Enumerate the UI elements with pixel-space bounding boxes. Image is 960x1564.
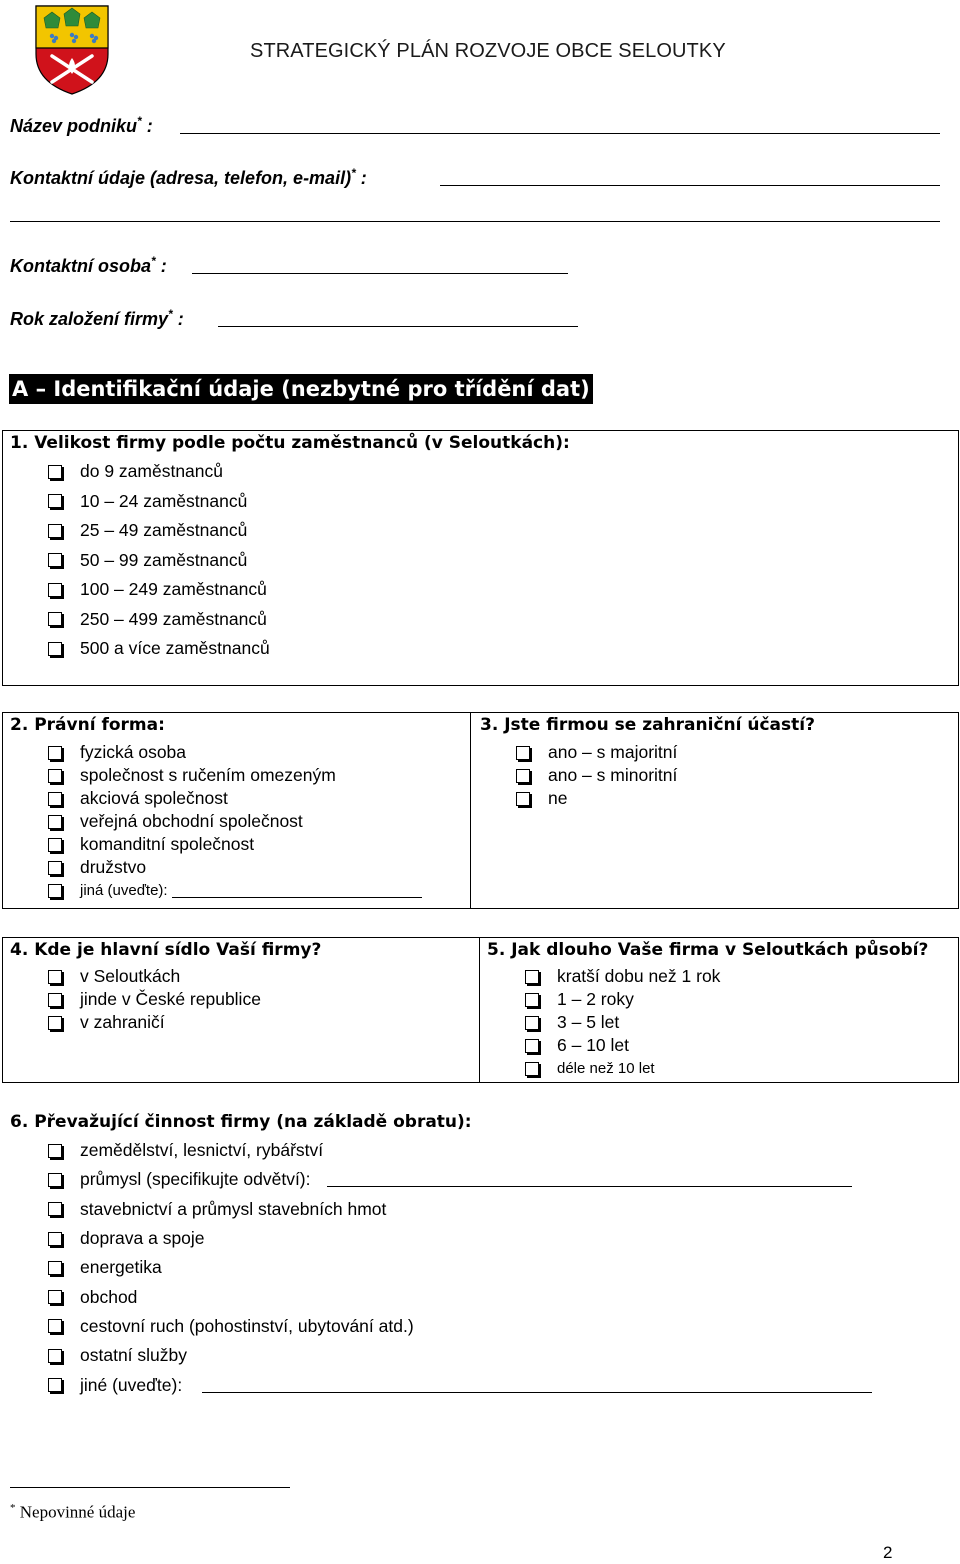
- option-label: ne: [548, 788, 568, 808]
- checkbox-icon[interactable]: [48, 1144, 62, 1158]
- q1-option[interactable]: [48, 457, 270, 487]
- q6-option[interactable]: [48, 1370, 872, 1399]
- checkbox-icon[interactable]: [48, 884, 62, 898]
- checkbox-icon[interactable]: [48, 1319, 62, 1333]
- option-label: déle než 10 let: [557, 1060, 655, 1077]
- checkbox-icon[interactable]: [516, 746, 530, 760]
- label-colon: :: [355, 168, 367, 188]
- q4-option[interactable]: [48, 965, 261, 988]
- contact-label-text: Kontaktní údaje (adresa, telefon, e-mail): [10, 168, 352, 188]
- contact-person-field[interactable]: [192, 273, 568, 274]
- q3-option[interactable]: [516, 741, 677, 764]
- checkbox-icon[interactable]: [48, 494, 62, 508]
- checkbox-icon[interactable]: [48, 1016, 62, 1030]
- option-label: 1 – 2 roky: [557, 989, 634, 1009]
- option-label: cestovní ruch (pohostinství, ubytování atd.): [80, 1315, 414, 1336]
- q4-option[interactable]: [48, 1011, 261, 1034]
- checkbox-icon[interactable]: [48, 838, 62, 852]
- checkbox-icon[interactable]: [525, 970, 539, 984]
- option-label: 100 – 249 zaměstnanců: [80, 579, 267, 600]
- q2-option[interactable]: [48, 833, 422, 856]
- option-label: komanditní společnost: [80, 834, 255, 854]
- company-name-field[interactable]: [180, 133, 940, 134]
- founded-label: [10, 307, 184, 330]
- q1-options: [48, 457, 270, 664]
- checkbox-icon[interactable]: [48, 1261, 62, 1275]
- option-label: stavebnictví a průmysl stavebních hmot: [80, 1198, 387, 1219]
- q5-options: [525, 965, 720, 1080]
- option-label: kratší dobu než 1 rok: [557, 966, 721, 986]
- q1-title: 1. Velikost firmy podle počtu zaměstnanců (v Seloutkách):: [10, 433, 570, 453]
- checkbox-icon[interactable]: [48, 465, 62, 479]
- other-legal-form-field[interactable]: [172, 883, 422, 898]
- option-label: ano – s majoritní: [548, 742, 678, 762]
- option-label: společnost s ručením omezeným: [80, 765, 336, 785]
- checkbox-icon[interactable]: [48, 792, 62, 806]
- required-mark: *: [137, 114, 142, 128]
- label-colon: :: [141, 116, 153, 136]
- q1-option[interactable]: [48, 605, 270, 635]
- checkbox-icon[interactable]: [525, 993, 539, 1007]
- option-label: energetika: [80, 1257, 162, 1278]
- contact-field-line-2[interactable]: [10, 221, 940, 222]
- checkbox-icon[interactable]: [48, 583, 62, 597]
- contact-person-label: [10, 254, 167, 277]
- checkbox-icon[interactable]: [48, 1202, 62, 1216]
- option-label: do 9 zaměstnanců: [80, 461, 224, 482]
- footnote: [10, 1502, 135, 1523]
- q1-option[interactable]: [48, 575, 270, 605]
- checkbox-icon[interactable]: [48, 553, 62, 567]
- q6-options: [48, 1136, 872, 1400]
- checkbox-icon[interactable]: [48, 970, 62, 984]
- industry-specify-field[interactable]: [327, 1172, 852, 1187]
- option-label: jiné (uveďte):: [80, 1374, 183, 1395]
- q1-option[interactable]: [48, 546, 270, 576]
- checkbox-icon[interactable]: [525, 1062, 539, 1076]
- q4-options: [48, 965, 261, 1034]
- option-label: 500 a více zaměstnanců: [80, 638, 270, 659]
- option-label: zemědělství, lesnictví, rybářství: [80, 1140, 324, 1161]
- q2-option[interactable]: [48, 879, 422, 902]
- q6-option[interactable]: [48, 1253, 872, 1282]
- option-label: obchod: [80, 1286, 138, 1307]
- checkbox-icon[interactable]: [48, 642, 62, 656]
- q3-option[interactable]: [516, 787, 677, 810]
- checkbox-icon[interactable]: [48, 1173, 62, 1187]
- option-label: 250 – 499 zaměstnanců: [80, 608, 267, 629]
- column-divider: [479, 937, 480, 1083]
- checkbox-icon[interactable]: [48, 612, 62, 626]
- q2-title: 2. Právní forma:: [10, 715, 165, 735]
- label-colon: :: [155, 256, 167, 276]
- q5-option[interactable]: [525, 1011, 720, 1034]
- other-activity-field[interactable]: [202, 1378, 872, 1393]
- q4-title: 4. Kde je hlavní sídlo Vaší firmy?: [10, 940, 322, 960]
- page-number: 2: [883, 1543, 893, 1562]
- checkbox-icon[interactable]: [48, 769, 62, 783]
- q5-option[interactable]: [525, 1057, 720, 1080]
- q6-option[interactable]: [48, 1312, 872, 1341]
- q2-option[interactable]: [48, 856, 422, 879]
- q3-title: 3. Jste firmou se zahraniční účastí?: [480, 715, 815, 735]
- option-label: 6 – 10 let: [557, 1035, 629, 1055]
- q6-option[interactable]: [48, 1136, 872, 1165]
- q6-title: 6. Převažující činnost firmy (na základě obratu):: [10, 1112, 472, 1132]
- contact-person-label-text: Kontaktní osoba: [10, 256, 152, 276]
- contact-label: [10, 166, 367, 189]
- q5-option[interactable]: [525, 965, 720, 988]
- q5-title: 5. Jak dlouho Vaše firma v Seloutkách působí?: [487, 940, 929, 960]
- q1-option[interactable]: [48, 487, 270, 517]
- option-label: průmysl (specifikujte odvětví):: [80, 1169, 311, 1190]
- option-label: doprava a spoje: [80, 1228, 205, 1249]
- option-label: ostatní služby: [80, 1345, 187, 1366]
- option-label: fyzická osoba: [80, 742, 187, 762]
- founded-label-text: Rok založení firmy: [10, 309, 169, 329]
- company-name-label-text: Název podniku: [10, 116, 138, 136]
- q6-option[interactable]: [48, 1282, 872, 1311]
- q1-option[interactable]: [48, 634, 270, 664]
- q5-option[interactable]: [525, 988, 720, 1011]
- company-name-label: [10, 114, 153, 137]
- checkbox-icon[interactable]: [516, 792, 530, 806]
- q3-options: [516, 741, 677, 810]
- option-label: ano – s minoritní: [548, 765, 678, 785]
- checkbox-icon[interactable]: [525, 1016, 539, 1030]
- option-label: 50 – 99 zaměstnanců: [80, 549, 248, 570]
- checkbox-icon[interactable]: [48, 524, 62, 538]
- q2-option[interactable]: [48, 810, 422, 833]
- checkbox-icon[interactable]: [516, 769, 530, 783]
- checkbox-icon[interactable]: [48, 993, 62, 1007]
- footnote-text: Nepovinné údaje: [15, 1502, 136, 1522]
- q4-option[interactable]: [48, 988, 261, 1011]
- checkbox-icon[interactable]: [525, 1039, 539, 1053]
- option-label: 10 – 24 zaměstnanců: [80, 490, 248, 511]
- contact-field[interactable]: [440, 185, 940, 186]
- checkbox-icon[interactable]: [48, 1349, 62, 1363]
- option-label: 25 – 49 zaměstnanců: [80, 520, 248, 541]
- q2-option[interactable]: [48, 741, 422, 764]
- required-mark: *: [351, 166, 356, 180]
- option-label: družstvo: [80, 857, 147, 877]
- q1-option[interactable]: [48, 516, 270, 546]
- q2-option[interactable]: [48, 764, 422, 787]
- checkbox-icon[interactable]: [48, 746, 62, 760]
- checkbox-icon[interactable]: [48, 1290, 62, 1304]
- checkbox-icon[interactable]: [48, 1378, 62, 1392]
- option-label: jinde v České republice: [80, 989, 261, 1009]
- required-mark: *: [168, 307, 173, 321]
- checkbox-icon[interactable]: [48, 815, 62, 829]
- q2-option[interactable]: [48, 787, 422, 810]
- required-mark: *: [151, 254, 156, 268]
- q6-option[interactable]: [48, 1224, 872, 1253]
- q6-option[interactable]: [48, 1165, 872, 1194]
- option-label: v Seloutkách: [80, 966, 181, 986]
- municipal-crest-logo: [34, 4, 110, 96]
- option-label: akciová společnost: [80, 788, 228, 808]
- founded-field[interactable]: [218, 326, 578, 327]
- q3-option[interactable]: [516, 764, 677, 787]
- option-label: v zahraničí: [80, 1012, 165, 1032]
- q6-option[interactable]: [48, 1195, 872, 1224]
- section-a-heading: A – Identifikační údaje (nezbytné pro třídění dat): [9, 374, 593, 404]
- option-label: veřejná obchodní společnost: [80, 811, 303, 831]
- checkbox-icon[interactable]: [48, 1232, 62, 1246]
- q2-options: [48, 741, 422, 902]
- footnote-separator: [10, 1487, 290, 1488]
- option-label: 3 – 5 let: [557, 1012, 620, 1032]
- document-title: STRATEGICKÝ PLÁN ROZVOJE OBCE SELOUTKY: [250, 40, 726, 62]
- option-label: jiná (uveďte):: [80, 882, 168, 899]
- column-divider: [470, 712, 471, 909]
- q5-option[interactable]: [525, 1034, 720, 1057]
- label-colon: :: [172, 309, 184, 329]
- footnote-mark: *: [10, 1502, 16, 1514]
- q6-option[interactable]: [48, 1341, 872, 1370]
- checkbox-icon[interactable]: [48, 861, 62, 875]
